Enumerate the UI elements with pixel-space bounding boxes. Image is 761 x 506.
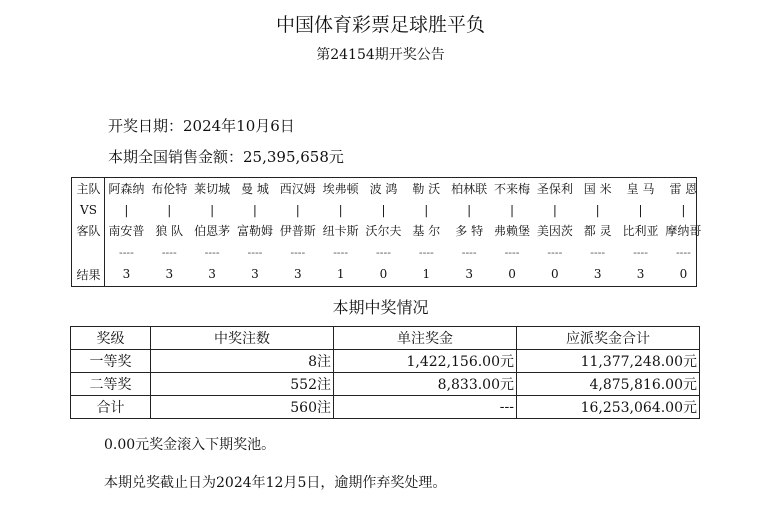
prize-count: 8注 bbox=[151, 350, 334, 373]
match-row-label: VS bbox=[80, 202, 97, 217]
match-result: 0 bbox=[508, 267, 516, 281]
prize-row-first bbox=[71, 350, 700, 373]
away-team: 美因茨 bbox=[536, 224, 573, 238]
away-team: 弗赖堡 bbox=[494, 224, 531, 238]
match-result: 3 bbox=[122, 267, 131, 281]
match-home-row bbox=[72, 178, 705, 199]
home-team: 柏林联 bbox=[451, 182, 488, 196]
dash-separator: ---- bbox=[461, 245, 477, 259]
match-result: 0 bbox=[551, 267, 559, 281]
prize-count: 560注 bbox=[151, 396, 334, 419]
away-team: 南安普 bbox=[108, 224, 145, 238]
match-row-label: 结果 bbox=[76, 267, 101, 282]
prize-total: 16,253,064.00元 bbox=[517, 396, 700, 419]
away-team: 比利亚 bbox=[622, 224, 659, 238]
prize-table bbox=[70, 326, 700, 419]
home-team: 西汉姆 bbox=[279, 182, 316, 196]
deadline-note: 本期兑奖截止日为2024年12月5日，逾期作弃奖处理。 bbox=[104, 475, 447, 491]
match-vs-row bbox=[72, 199, 705, 220]
dash-separator: ---- bbox=[675, 245, 691, 259]
away-team: 多 特 bbox=[455, 224, 484, 238]
match-result: 0 bbox=[679, 267, 688, 281]
prize-row-second bbox=[71, 373, 700, 396]
away-team: 狼 队 bbox=[155, 224, 184, 238]
match-result: 0 bbox=[379, 267, 388, 281]
prize-header-count: 中奖注数 bbox=[151, 327, 334, 350]
vs-separator: | bbox=[552, 202, 557, 217]
away-team: 摩纳哥 bbox=[665, 224, 702, 238]
prize-level: 一等奖 bbox=[71, 350, 151, 373]
vs-separator: | bbox=[167, 202, 172, 217]
vs-separator: | bbox=[509, 202, 515, 217]
prize-header-row bbox=[71, 327, 700, 350]
match-row-label: 主队 bbox=[76, 182, 101, 196]
dash-separator: ---- bbox=[590, 245, 606, 259]
dash-separator: ---- bbox=[504, 245, 520, 259]
match-result: 3 bbox=[593, 267, 602, 281]
match-result: 1 bbox=[422, 267, 431, 281]
prize-row-sum bbox=[71, 396, 700, 419]
dash-separator: ---- bbox=[204, 245, 220, 259]
dash-separator: ---- bbox=[376, 245, 391, 259]
vs-separator: | bbox=[595, 202, 600, 217]
prize-section-title: 本期中奖情况 bbox=[332, 298, 429, 317]
prize-header-total: 应派奖金合计 bbox=[517, 327, 700, 350]
home-team: 波 鸿 bbox=[369, 182, 398, 196]
home-team: 国 米 bbox=[583, 182, 612, 196]
prize-total: 4,875,816.00元 bbox=[517, 373, 700, 396]
prize-single: --- bbox=[334, 396, 517, 419]
home-team: 埃弗顿 bbox=[322, 182, 359, 196]
match-away-row bbox=[72, 220, 705, 241]
home-team: 阿森纳 bbox=[108, 182, 145, 196]
rollover-note: 0.00元奖金滚入下期奖池。 bbox=[104, 437, 276, 453]
home-team: 勒 沃 bbox=[412, 182, 441, 196]
prize-level: 合计 bbox=[71, 396, 151, 419]
vs-separator: | bbox=[295, 202, 300, 217]
match-dash-row bbox=[72, 241, 705, 263]
dash-separator: ---- bbox=[333, 245, 349, 259]
vs-separator: | bbox=[638, 202, 643, 217]
match-res-row bbox=[72, 263, 705, 285]
dash-separator: ---- bbox=[247, 245, 263, 259]
vs-separator: | bbox=[467, 202, 472, 217]
match-result: 3 bbox=[251, 267, 259, 281]
match-result: 3 bbox=[208, 267, 216, 281]
match-row-label: 客队 bbox=[76, 224, 101, 238]
vs-separator: | bbox=[252, 202, 257, 217]
prize-header-level: 奖级 bbox=[71, 327, 151, 350]
home-team: 布伦特 bbox=[151, 182, 188, 196]
draw-date: 开奖日期：2024年10月6日 bbox=[108, 117, 295, 135]
vs-separator: | bbox=[424, 202, 429, 217]
away-team: 伊普斯 bbox=[279, 224, 316, 238]
home-team: 圣保利 bbox=[536, 182, 573, 196]
match-row-label bbox=[72, 241, 105, 263]
dash-separator: ---- bbox=[118, 245, 134, 259]
vs-separator: | bbox=[338, 202, 343, 217]
home-team: 雷 恩 bbox=[669, 182, 698, 196]
matches-table bbox=[72, 178, 705, 285]
page-subtitle: 第24154期开奖公告 bbox=[316, 47, 445, 63]
away-team: 都 灵 bbox=[583, 224, 612, 238]
away-team: 富勒姆 bbox=[236, 224, 273, 238]
prize-level: 二等奖 bbox=[71, 373, 151, 396]
dash-separator: ---- bbox=[633, 245, 648, 259]
match-result: 3 bbox=[165, 267, 174, 281]
match-result: 1 bbox=[336, 267, 345, 281]
prize-single: 1,422,156.00元 bbox=[334, 350, 517, 373]
prize-single: 8,833.00元 bbox=[334, 373, 517, 396]
prize-count: 552注 bbox=[151, 373, 334, 396]
sales-amount: 本期全国销售金额：25,395,658元 bbox=[108, 148, 344, 166]
match-result: 3 bbox=[465, 267, 473, 281]
match-result: 3 bbox=[293, 267, 302, 281]
home-team: 不来梅 bbox=[494, 182, 531, 196]
dash-separator: ---- bbox=[290, 245, 306, 259]
prize-total: 11,377,248.00元 bbox=[517, 350, 700, 373]
home-team: 曼 城 bbox=[241, 182, 269, 196]
vs-separator: | bbox=[381, 202, 386, 217]
away-team: 纽卡斯 bbox=[322, 224, 359, 238]
vs-separator: | bbox=[681, 202, 686, 217]
vs-separator: | bbox=[124, 202, 129, 217]
away-team: 伯恩茅 bbox=[194, 224, 231, 238]
home-team: 莱切城 bbox=[194, 182, 231, 196]
away-team: 基 尔 bbox=[412, 224, 441, 238]
prize-header-single: 单注奖金 bbox=[334, 327, 517, 350]
vs-separator: | bbox=[210, 202, 215, 217]
match-result: 3 bbox=[636, 267, 645, 281]
dash-separator: ---- bbox=[547, 245, 563, 259]
home-team: 皇 马 bbox=[626, 182, 655, 196]
page-title: 中国体育彩票足球胜平负 bbox=[275, 14, 485, 36]
away-team: 沃尔夫 bbox=[365, 224, 402, 238]
dash-separator: ---- bbox=[418, 245, 434, 259]
dash-separator: ---- bbox=[161, 245, 177, 259]
